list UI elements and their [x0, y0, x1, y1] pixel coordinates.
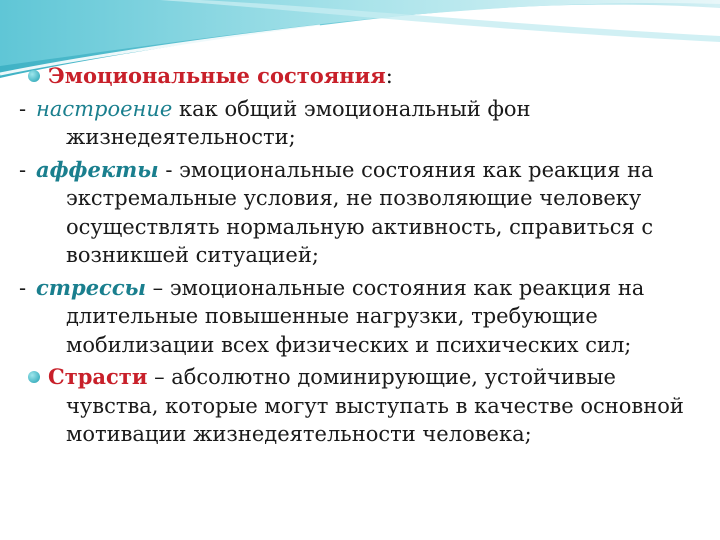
heading-colon: : [385, 64, 393, 88]
dash-marker: - [19, 96, 27, 121]
heading-title: Эмоциональные состояния [48, 63, 386, 88]
list-item-affects [14, 156, 704, 270]
term-stress: стрессы [36, 274, 146, 300]
item-text-passions: – абсолютно доминирующие, устойчивые чувства, которые могут выступать в качестве основной мотивации жизнедеятельности человека; [66, 365, 684, 446]
round-bullet-icon [28, 371, 40, 383]
dash-marker: - [19, 157, 27, 182]
heading-paragraph [14, 62, 704, 91]
item-text-mood: как общий эмоциональный фон жизнедеятельности; [66, 96, 531, 149]
list-item-stress [14, 274, 704, 360]
item-text-stress: – эмоциональные состояния как реакция на длительные повышенные нагрузки, требующие мобилизации всех физических и психических сил; [66, 275, 645, 357]
list-item-passions [14, 363, 704, 449]
item-text-affects: - эмоциональные состояния как реакция на экстремальные условия, не позволяющие человеку осуществлять нормальную активность, справиться с возникшей ситуацией; [66, 157, 654, 267]
dash-marker: - [19, 275, 27, 300]
list-item-mood [14, 95, 704, 152]
slide-body [14, 62, 704, 453]
term-mood: настроение [36, 96, 173, 121]
term-affects: аффекты [36, 156, 159, 182]
round-bullet-icon [28, 70, 40, 82]
term-passions: Страсти [48, 364, 148, 389]
